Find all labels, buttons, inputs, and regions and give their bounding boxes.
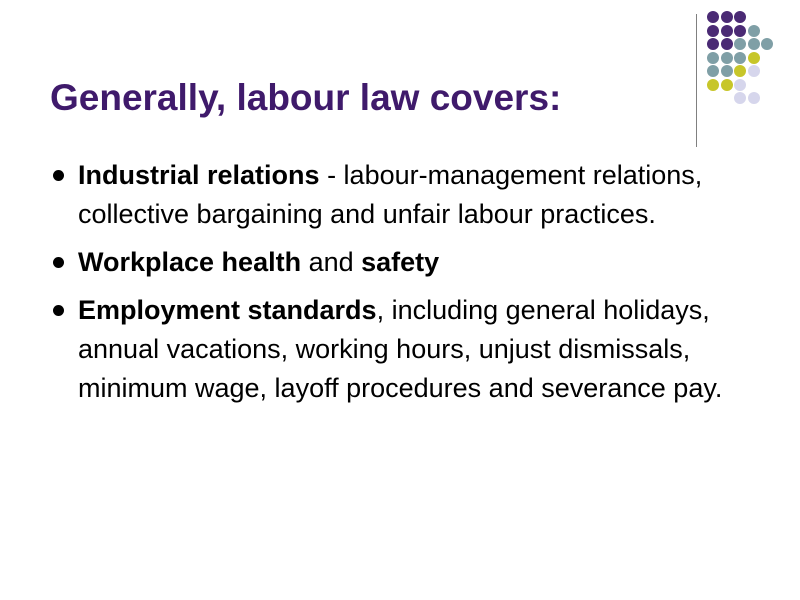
- bullet-text: [78, 243, 740, 282]
- lavender-dot-icon: [734, 92, 746, 104]
- bullet-bold-term: Workplace health: [78, 247, 302, 277]
- teal-dot-icon: [707, 52, 719, 64]
- bullet-description: - labour-management relations, collective bargaining and unfair labour practices.: [78, 160, 703, 229]
- bullet-text: [78, 156, 740, 234]
- bullet-item-employment-standards: [50, 291, 740, 408]
- teal-dot-icon: [761, 38, 773, 50]
- lavender-dot-icon: [748, 92, 760, 104]
- bullet-description: , including general holidays, annual vacations, working hours, unjust dismissals, minimum wage, layoff procedures and severance pay.: [78, 295, 723, 403]
- bullet-bold-term: Employment standards: [78, 295, 377, 325]
- purple-dot-icon: [707, 11, 719, 23]
- bullet-text: [78, 291, 740, 408]
- bullet-item-workplace-health: [50, 243, 740, 282]
- yellow-dot-icon: [707, 79, 719, 91]
- bullet-dot-icon: [53, 305, 64, 316]
- bullet-item-industrial-relations: [50, 156, 740, 234]
- bullet-dot-icon: [53, 170, 64, 181]
- bullet-bold-term: Industrial relations: [78, 160, 320, 190]
- teal-dot-icon: [734, 52, 746, 64]
- purple-dot-icon: [707, 38, 719, 50]
- yellow-dot-icon: [748, 52, 760, 64]
- lavender-dot-icon: [748, 65, 760, 77]
- yellow-dot-icon: [721, 79, 733, 91]
- purple-dot-icon: [707, 25, 719, 37]
- purple-dot-icon: [721, 11, 733, 23]
- purple-dot-icon: [734, 11, 746, 23]
- lavender-dot-icon: [734, 79, 746, 91]
- teal-dot-icon: [707, 65, 719, 77]
- teal-dot-icon: [734, 38, 746, 50]
- purple-dot-icon: [734, 25, 746, 37]
- teal-dot-icon: [721, 52, 733, 64]
- teal-dot-icon: [748, 38, 760, 50]
- teal-dot-icon: [748, 25, 760, 37]
- bullet-bold-term-2: safety: [361, 247, 440, 277]
- title-divider-line: [696, 14, 697, 147]
- purple-dot-icon: [721, 25, 733, 37]
- bullet-list: [50, 156, 740, 417]
- teal-dot-icon: [721, 65, 733, 77]
- purple-dot-icon: [721, 38, 733, 50]
- bullet-connector: and: [301, 247, 362, 277]
- yellow-dot-icon: [734, 65, 746, 77]
- bullet-dot-icon: [53, 257, 64, 268]
- slide-title: Generally, labour law covers:: [50, 77, 562, 118]
